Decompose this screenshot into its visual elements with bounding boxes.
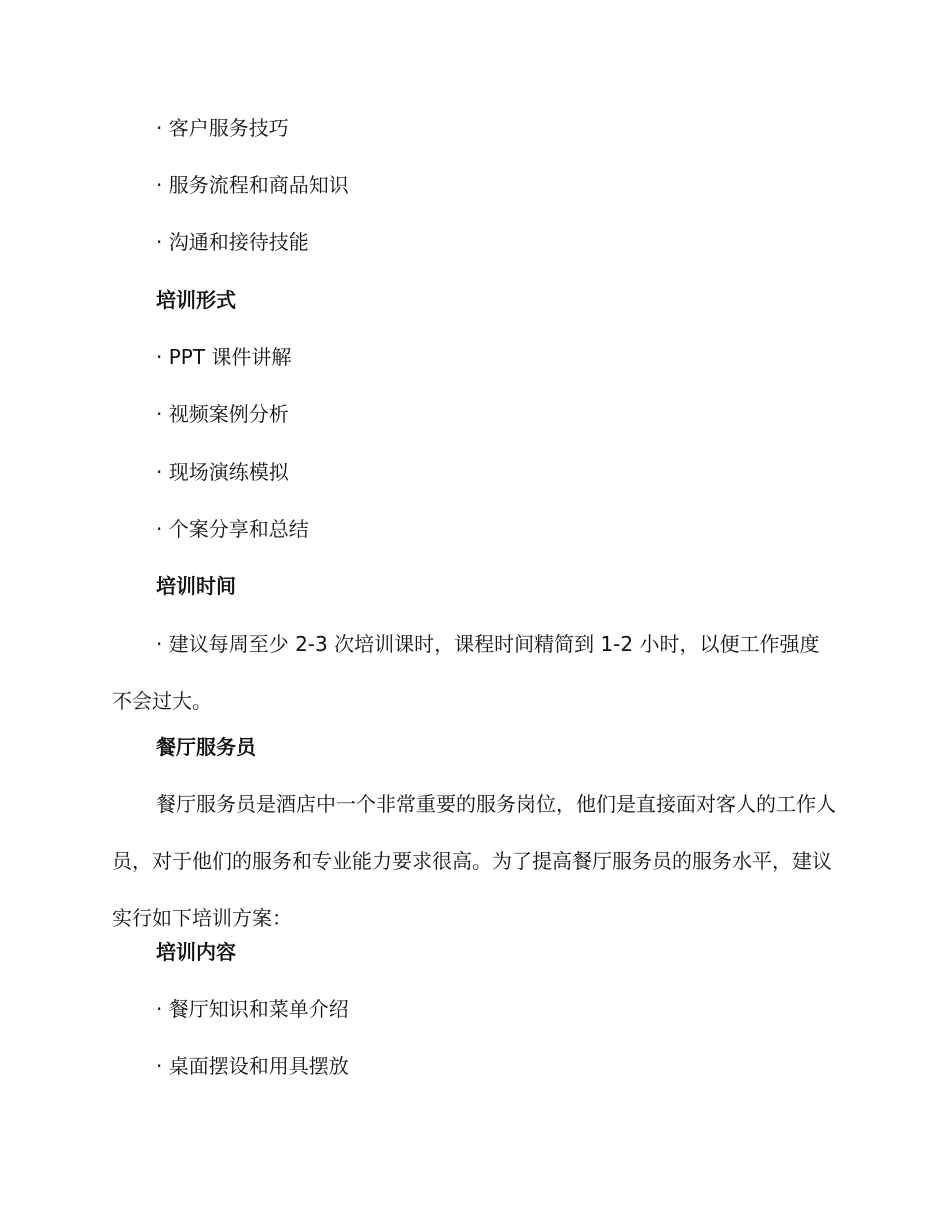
paragraph-training-time: · 建议每周至少 2-3 次培训课时，课程时间精简到 1-2 小时，以便工作强度不会过大。 [112,632,820,713]
bullet-restaurant-knowledge-menu: · 餐厅知识和菜单介绍 [156,997,349,1021]
bullet-ppt-lecture: · PPT 课件讲解 [156,345,292,369]
bullet-table-setting-utensils: · 桌面摆设和用具摆放 [156,1054,349,1078]
paragraph-restaurant-waiter: 餐厅服务员是酒店中一个非常重要的服务岗位，他们是直接面对客人的工作人员，对于他们的服务和专业能力要求很高。为了提高餐厅服务员的服务水平，建议实行如下培训方案： [112,792,836,930]
heading-training-content: 培训内容 [156,940,236,964]
heading-restaurant-waiter: 餐厅服务员 [156,735,256,759]
bullet-service-process-product-knowledge: · 服务流程和商品知识 [156,173,349,197]
bullet-customer-service-skills: · 客户服务技巧 [156,116,289,140]
heading-training-time: 培训时间 [156,574,236,598]
bullet-case-sharing-summary: · 个案分享和总结 [156,517,309,541]
heading-training-format: 培训形式 [156,288,236,312]
bullet-onsite-drill: · 现场演练模拟 [156,460,289,484]
bullet-communication-reception-skills: · 沟通和接待技能 [156,230,309,254]
bullet-video-case-analysis: · 视频案例分析 [156,402,289,426]
